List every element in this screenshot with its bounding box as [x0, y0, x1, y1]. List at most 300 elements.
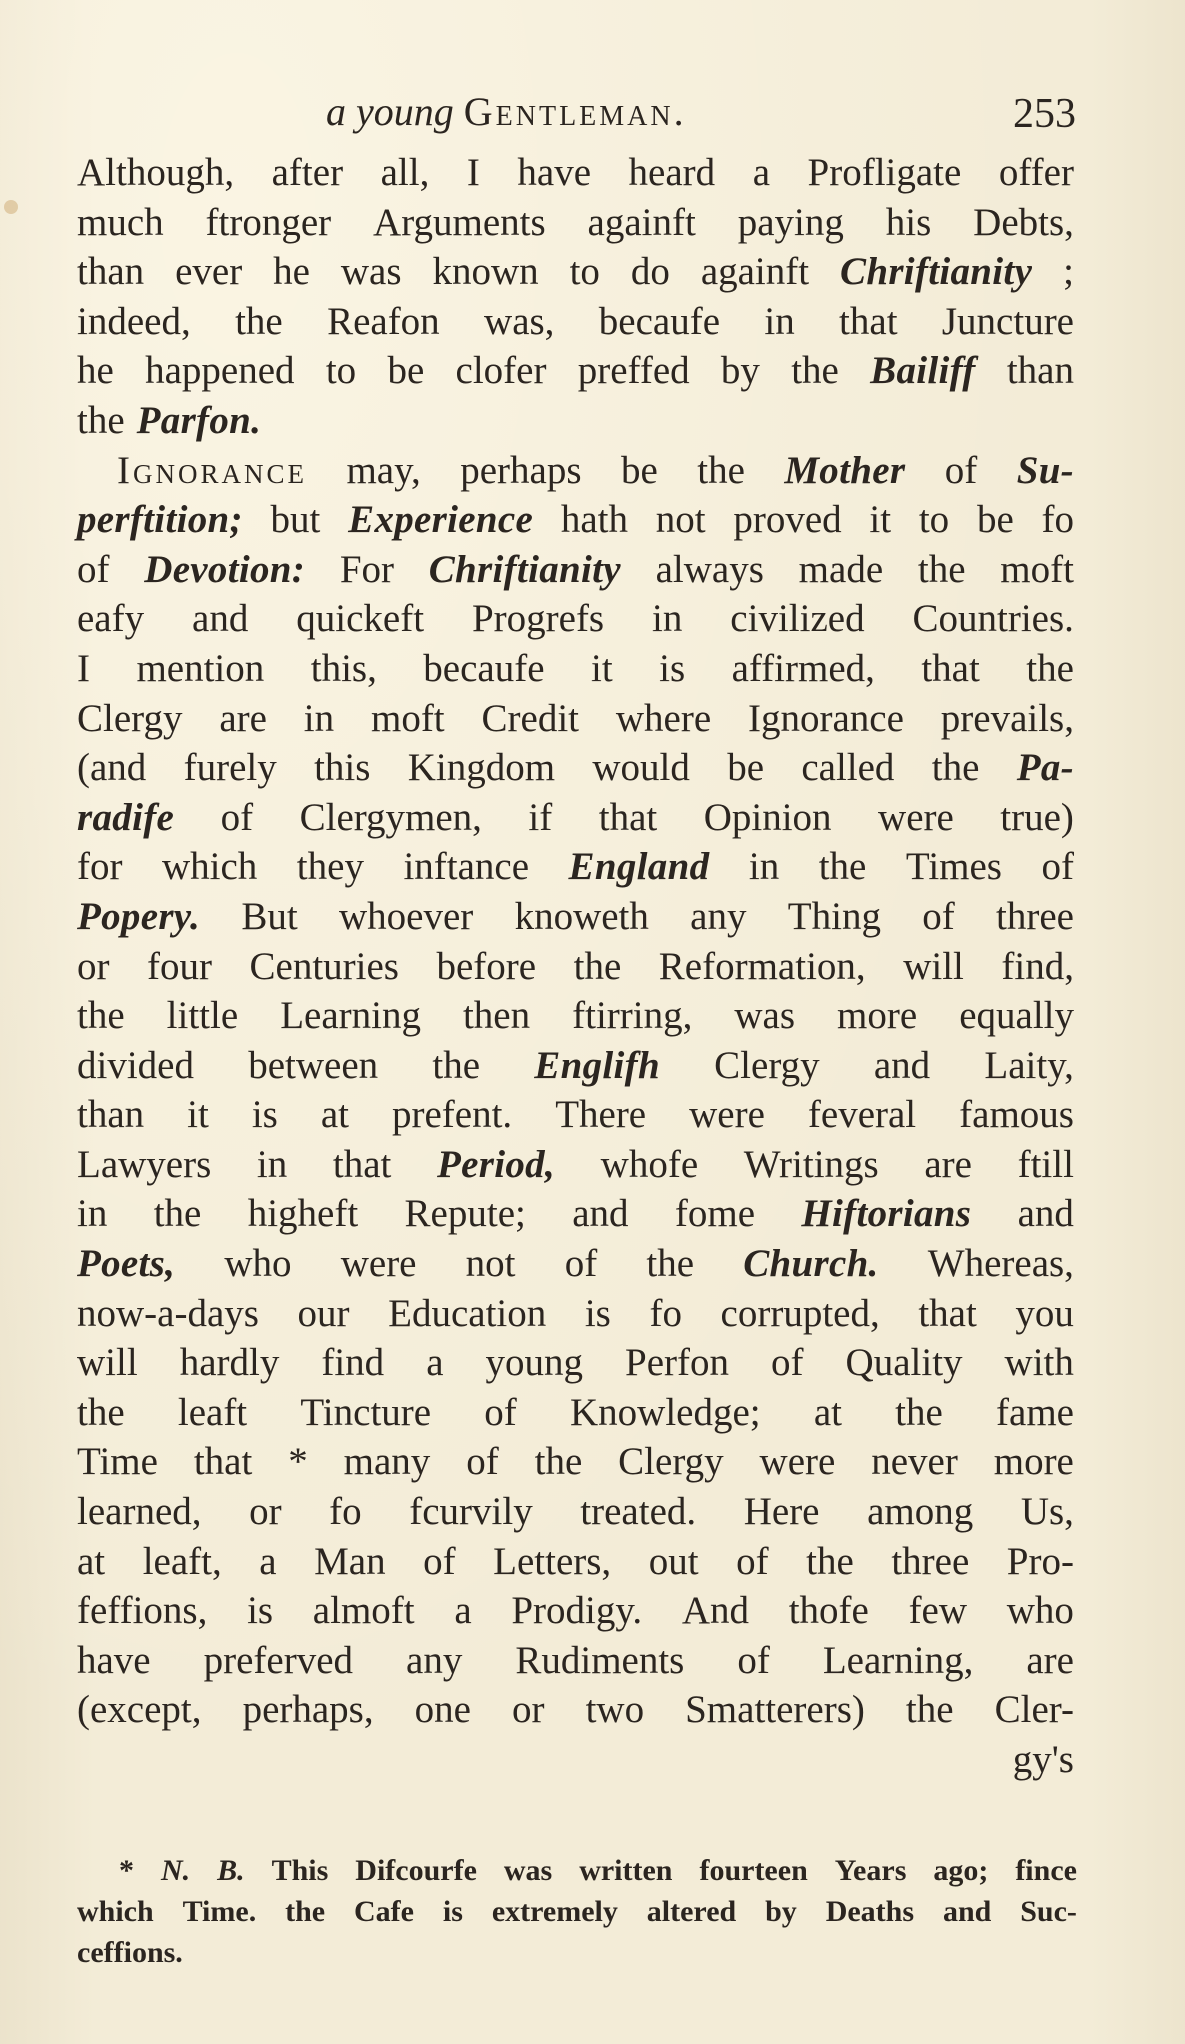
word: Kingdom [407, 746, 556, 790]
word: Pro- [1006, 1539, 1074, 1583]
word: to [569, 250, 600, 294]
word: happened [145, 349, 295, 393]
word: Debts, [973, 200, 1074, 244]
word: Times [905, 845, 1002, 889]
text-line [77, 247, 1074, 297]
word: Clergymen, [299, 795, 482, 839]
word: furely [183, 746, 277, 790]
word: he [77, 349, 114, 393]
word: Prodigy. [511, 1589, 643, 1633]
word: and [1017, 1192, 1074, 1236]
word: that [839, 299, 898, 343]
word: that [332, 1142, 392, 1186]
word: and [192, 597, 249, 641]
word: Church. [743, 1242, 879, 1286]
footnote-line [77, 1932, 1077, 1973]
word: than [1006, 349, 1074, 393]
word: our [297, 1291, 350, 1335]
word: the [77, 398, 125, 442]
word: now-a-days [77, 1291, 259, 1335]
word: the [1026, 646, 1074, 690]
word: they [296, 845, 364, 889]
footnote [77, 1850, 1077, 1973]
word: between [248, 1043, 379, 1087]
word: then [462, 994, 531, 1038]
word: the [697, 448, 745, 492]
word: never [871, 1440, 958, 1484]
word: any [690, 894, 747, 938]
word: becaufe [423, 646, 545, 690]
word: it [590, 646, 613, 690]
word: Opinion [703, 795, 832, 839]
word: among [867, 1490, 974, 1534]
footnote-word: extremely [491, 1895, 618, 1928]
word: were [340, 1242, 417, 1286]
word: Ignorance [748, 696, 904, 740]
text-line [77, 694, 1074, 744]
word: Whereas, [927, 1242, 1074, 1286]
text-line [77, 1289, 1074, 1339]
word: be [620, 448, 658, 492]
word: the [432, 1043, 481, 1087]
word: all, [380, 151, 430, 194]
word: Ignorance [117, 448, 307, 492]
word: the [818, 845, 867, 889]
word: where [615, 696, 712, 740]
footnote-word: ceffions. [77, 1936, 183, 1969]
word: Perfon [625, 1341, 730, 1385]
word: at [813, 1390, 842, 1434]
footnote-line [77, 1850, 1077, 1891]
word: is [659, 646, 686, 690]
word: two [585, 1688, 645, 1732]
word: Education [388, 1291, 547, 1335]
footnote-word: Deaths [825, 1895, 915, 1928]
word: of [771, 1341, 804, 1385]
word: Su- [1016, 448, 1074, 492]
word: England [568, 845, 710, 889]
word: a [426, 1341, 444, 1385]
word: prevails, [940, 696, 1074, 740]
word: be [976, 498, 1014, 542]
word: Repute; [404, 1192, 526, 1236]
word: of [77, 547, 110, 591]
word: gy's [1012, 1738, 1074, 1781]
word: moft [370, 696, 445, 740]
text-line [77, 297, 1074, 347]
word: the [905, 1688, 954, 1732]
word: I [466, 151, 480, 194]
footnote-word: fourteen [699, 1854, 808, 1887]
text-line [77, 743, 1074, 793]
word: or [77, 944, 110, 988]
word: Learning [280, 994, 421, 1038]
word: Writings [743, 1142, 879, 1186]
text-line [77, 892, 1074, 942]
word: a [752, 151, 770, 194]
word: and [873, 1043, 931, 1087]
text-line [77, 1090, 1074, 1140]
word: of [1041, 845, 1074, 889]
word: Countries. [912, 597, 1074, 641]
text-line [77, 1041, 1074, 1091]
word: be [387, 349, 425, 393]
text-line [77, 446, 1074, 496]
word: Progrefs [471, 597, 605, 641]
word: Lawyers [77, 1142, 212, 1186]
word: indeed, [77, 299, 191, 343]
word: Tincture [300, 1390, 432, 1434]
text-line [77, 545, 1074, 595]
word: have [517, 151, 592, 194]
word: perftition; [77, 498, 243, 542]
word: few [908, 1589, 968, 1633]
word: equally [959, 994, 1074, 1038]
word: are [1026, 1638, 1074, 1682]
word: before [436, 944, 537, 988]
word: inftance [403, 845, 530, 889]
word: after [271, 151, 344, 194]
word: or [249, 1490, 282, 1534]
footnote-word: and [942, 1895, 992, 1928]
word: Thing [787, 894, 881, 938]
word: in [256, 1142, 288, 1186]
footnote-word: Difcourfe [355, 1854, 477, 1887]
word: eafy [77, 597, 145, 641]
word: of [737, 1638, 770, 1682]
word: the [917, 547, 966, 591]
word: leaft [177, 1390, 248, 1434]
word: be [727, 746, 765, 790]
footnote-word: Cafe [354, 1895, 414, 1928]
text-line [77, 1437, 1074, 1487]
word: to [325, 349, 357, 393]
text-line [77, 1487, 1074, 1537]
word: who [1006, 1589, 1074, 1633]
word: fo [1041, 498, 1074, 542]
word: the [646, 1242, 695, 1286]
word: out [648, 1539, 699, 1583]
word: prefent. [392, 1093, 513, 1137]
word: Pa- [1016, 746, 1074, 790]
word: than [77, 250, 145, 294]
word: of [944, 448, 978, 492]
text-line [77, 346, 1074, 396]
word: young [485, 1341, 584, 1385]
text-line [77, 1388, 1074, 1438]
word: for [77, 845, 123, 889]
text-line [77, 1189, 1074, 1239]
word: For [339, 547, 394, 591]
word: which [161, 845, 258, 889]
word: famous [959, 1093, 1074, 1137]
word: clofer [455, 349, 547, 393]
word: knoweth [514, 894, 649, 938]
text-line [77, 991, 1074, 1041]
word: he [273, 250, 310, 294]
word: if [528, 795, 553, 839]
page-number: 253 [1013, 91, 1076, 137]
text-line [77, 1239, 1074, 1289]
word: perhaps, [242, 1688, 374, 1732]
word: Laity, [984, 1043, 1074, 1087]
word: I [77, 646, 90, 690]
word: you [1015, 1291, 1074, 1335]
text-line [77, 1140, 1074, 1190]
word: quickeft [296, 597, 425, 641]
word: Us, [1020, 1490, 1074, 1534]
word: fo [329, 1490, 362, 1534]
word: There [555, 1093, 647, 1137]
footnote-word: B. [217, 1854, 245, 1887]
word: at [320, 1093, 349, 1137]
word: do [630, 250, 670, 294]
text-line [77, 644, 1074, 694]
word: would [592, 746, 690, 790]
word: the [77, 994, 125, 1038]
word: find, [1001, 944, 1074, 988]
word: hath [560, 498, 629, 542]
running-head-title [326, 88, 687, 135]
word: much [77, 200, 164, 244]
word: Devotion: [144, 547, 306, 591]
word: many [343, 1440, 431, 1484]
word: is [247, 1589, 274, 1633]
word: the [806, 1539, 854, 1583]
word: Clergy [618, 1440, 724, 1484]
word: feveral [807, 1093, 917, 1137]
word: of [423, 1539, 456, 1583]
word: the [534, 1440, 583, 1484]
word: who [224, 1242, 292, 1286]
word: that [921, 646, 980, 690]
word: fo [649, 1291, 682, 1335]
word: more [837, 994, 918, 1038]
word: of [922, 894, 955, 938]
word: And [681, 1589, 749, 1633]
word: but [270, 498, 321, 542]
word: in [77, 1192, 108, 1236]
word: Juncture [941, 299, 1074, 343]
word: Cler- [994, 1688, 1074, 1732]
footnote-word: fince [1015, 1854, 1077, 1887]
word: find [321, 1341, 385, 1385]
word: Mother [784, 448, 906, 492]
word: heard [628, 151, 716, 194]
word: of [736, 1539, 769, 1583]
word: is [251, 1093, 278, 1137]
word: of [564, 1242, 598, 1286]
word: feffions, [77, 1589, 208, 1633]
word: perhaps [460, 448, 582, 492]
word: fcurvily [409, 1490, 533, 1534]
body-text [77, 148, 1074, 1785]
word: a [259, 1539, 277, 1583]
word: was [340, 250, 402, 294]
word: of [466, 1440, 499, 1484]
word: againft [587, 200, 696, 244]
word: four [147, 944, 212, 988]
word: But [241, 894, 298, 938]
word: it [187, 1093, 209, 1137]
word: hardly [179, 1341, 280, 1385]
footnote-word: by [765, 1895, 797, 1928]
word: this, [310, 646, 377, 690]
word: divided [77, 1043, 194, 1087]
word: Chriftianity [428, 547, 621, 591]
text-line [77, 793, 1074, 843]
text-line [77, 1636, 1074, 1686]
word: mention [136, 646, 265, 690]
footnote-word: which [77, 1895, 154, 1928]
word: ; [1063, 250, 1074, 294]
word: a [454, 1589, 472, 1633]
footnote-word: * [119, 1854, 134, 1887]
word: Englifh [534, 1043, 660, 1087]
word: any [406, 1638, 463, 1682]
word: treated. [580, 1490, 697, 1534]
word: his [885, 200, 932, 244]
word: may, [346, 448, 421, 492]
word: Popery. [77, 894, 201, 938]
word: Centuries [249, 944, 399, 988]
word: Hiftorians [801, 1192, 972, 1236]
word: Learning, [822, 1638, 974, 1682]
word: not [655, 498, 706, 542]
text-line [77, 1537, 1074, 1587]
word: againft [700, 250, 810, 294]
footnote-word: altered [646, 1895, 737, 1928]
word: affirmed, [731, 646, 875, 690]
word: Clergy [77, 696, 183, 740]
word: Poets, [77, 1242, 176, 1286]
word: known [432, 250, 539, 294]
text-line [77, 1586, 1074, 1636]
word: the [77, 1390, 125, 1434]
text-line [77, 396, 1074, 446]
word: by [720, 349, 760, 393]
word: the [895, 1390, 943, 1434]
word: Smatterers) [685, 1688, 865, 1732]
word: Period, [437, 1142, 556, 1186]
word: always [655, 547, 764, 591]
word: were [689, 1093, 765, 1137]
word: Reafon [327, 299, 440, 343]
word: are [219, 696, 267, 740]
word: (and [77, 746, 147, 790]
word: Although, [77, 151, 235, 194]
footnote-word: ago; [933, 1854, 989, 1887]
word: was, [484, 299, 555, 343]
word: not [465, 1242, 516, 1286]
word: (except, [77, 1688, 202, 1732]
word: almoft [312, 1589, 415, 1633]
word: ftirring, [572, 994, 693, 1038]
word: Bailiff [870, 349, 976, 393]
word: Quality [845, 1341, 963, 1385]
word: that [598, 795, 658, 839]
footnote-word: Years [834, 1854, 907, 1887]
word: in [764, 299, 795, 343]
word: will [77, 1341, 138, 1385]
word: the [931, 746, 980, 790]
word: this [314, 746, 371, 790]
text-line [77, 594, 1074, 644]
word: becaufe [598, 299, 721, 343]
word: Arguments [373, 200, 546, 244]
word: in [748, 845, 780, 889]
word: were [878, 795, 954, 839]
word: Here [743, 1490, 820, 1534]
word: the [791, 349, 839, 393]
word: proved [733, 498, 842, 542]
word: three [996, 894, 1074, 938]
word: corrupted, [720, 1291, 880, 1335]
word: that [193, 1440, 253, 1484]
word: or [512, 1688, 545, 1732]
word: preffed [577, 349, 690, 393]
word: Time [77, 1440, 158, 1484]
word: thofe [788, 1589, 869, 1633]
text-line [77, 1338, 1074, 1388]
word: civilized [730, 597, 865, 641]
word: the [153, 1192, 202, 1236]
running-head-gentleman: Gentleman. [463, 89, 687, 134]
word: of [484, 1390, 517, 1434]
word: whoever [338, 894, 474, 938]
word: Chriftianity [840, 250, 1033, 294]
running-head [76, 88, 1076, 144]
text-line [77, 1735, 1074, 1785]
word: true) [1000, 795, 1074, 839]
text-line [77, 842, 1074, 892]
word: in [303, 696, 335, 740]
word: Letters, [493, 1539, 612, 1583]
footnote-word: written [579, 1854, 673, 1887]
word: preferved [203, 1638, 354, 1682]
word: ever [175, 250, 243, 294]
word: will [903, 944, 964, 988]
word: than [77, 1093, 145, 1137]
word: leaft, [142, 1539, 222, 1583]
word: Man [314, 1539, 386, 1583]
footnote-word: This [271, 1854, 329, 1887]
word: fame [996, 1390, 1074, 1434]
word: made [798, 547, 884, 591]
word: Parfon. [136, 398, 262, 442]
word: one [414, 1688, 471, 1732]
footnote-word: is [442, 1895, 463, 1928]
footnote-word: the [285, 1895, 326, 1928]
footnote-word: Time. [182, 1895, 257, 1928]
word: three [891, 1539, 970, 1583]
word: in [652, 597, 683, 641]
text-line [77, 942, 1074, 992]
running-head-italic: a young [326, 89, 454, 134]
text-line [77, 148, 1074, 198]
word: learned, [77, 1490, 202, 1534]
word: higheft [247, 1192, 359, 1236]
word: is [584, 1291, 611, 1335]
word: with [1004, 1341, 1074, 1385]
word: ftronger [205, 200, 332, 244]
word: whofe [600, 1142, 699, 1186]
word: have [77, 1638, 151, 1682]
footnote-line [77, 1891, 1077, 1932]
word: radife [77, 795, 175, 839]
word: little [166, 994, 239, 1038]
word: at [77, 1539, 106, 1583]
